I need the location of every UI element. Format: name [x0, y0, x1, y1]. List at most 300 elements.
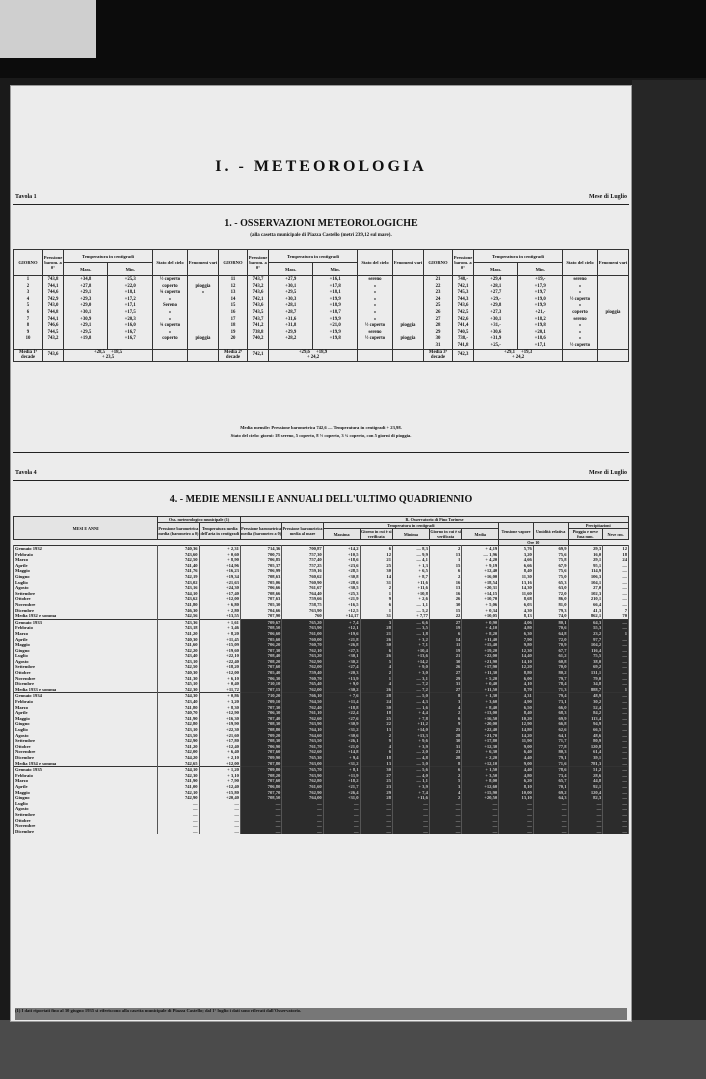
cell-p1: —	[158, 818, 199, 824]
cell-mn: +10,4	[392, 648, 429, 654]
cell-p2: 709,80	[240, 767, 281, 773]
cell-t1: +19,60	[199, 648, 240, 654]
cell-pr: 888,7	[568, 687, 603, 693]
cell-month: Aprile	[14, 563, 158, 569]
col-giorno: GIORNO	[14, 250, 43, 276]
cell-g2: 4	[429, 705, 461, 711]
cell-p3: 761,70	[282, 744, 323, 750]
cell-mn: +11,2	[392, 721, 429, 727]
cell-days: 24	[423, 296, 452, 303]
col-giorno-minima: Giorno in cui è si verificata	[430, 529, 461, 539]
cell-press: 746,6	[43, 322, 64, 329]
table-row	[14, 322, 629, 329]
cell-tv: 4,30	[499, 608, 534, 614]
cell-nv: —	[603, 625, 629, 631]
cell-month: Aprile	[14, 637, 158, 643]
cell-ur: 69,2	[533, 790, 568, 796]
cell-fen	[187, 322, 218, 329]
cell-g1: 1	[360, 591, 392, 597]
cell-p1: 741,00	[158, 784, 199, 790]
cell-p3: 762,40	[282, 705, 323, 711]
cell-pr: 102,3	[568, 591, 603, 597]
light-paper-strip	[0, 0, 96, 58]
cell-mn: + 7,8	[392, 716, 429, 722]
cell-g1: 30	[360, 767, 392, 773]
tavola-1-row	[15, 194, 627, 200]
cell-md: + 1,50	[462, 767, 499, 773]
cell-media-max: +29,6	[298, 349, 310, 355]
cell-p3: 760,62	[282, 574, 323, 580]
cell-stato: ¾ coperto	[152, 322, 187, 329]
cell-p2: 709,67	[240, 619, 281, 625]
cell-days: 9	[14, 329, 43, 336]
cell-mx: +12,5	[323, 608, 360, 614]
cell-nv: 70	[603, 613, 629, 619]
cell-days: 12	[218, 283, 247, 290]
cell-pr: 113,4	[568, 716, 603, 722]
cell-mx: +30,6	[323, 733, 360, 739]
cell-fen	[598, 302, 629, 309]
cell-g1: 9	[360, 596, 392, 602]
cell-mx: —	[323, 806, 360, 812]
cell-press: 741,8	[452, 342, 473, 349]
cell-mx: +26,8	[323, 642, 360, 648]
cell-pr: 41,3	[568, 608, 603, 614]
monthly-averages-table	[13, 516, 629, 834]
cell-fen	[187, 296, 218, 303]
cell-max: +27,3	[473, 309, 517, 316]
cell-ur: 71,3	[533, 687, 568, 693]
cell-ur: —	[533, 829, 568, 835]
cell-p1: 742,50	[158, 664, 199, 670]
cell-nv: —	[603, 648, 629, 654]
cell-p3: 762,60	[282, 749, 323, 755]
cell-p2: 707,60	[240, 664, 281, 670]
cell-days: 21	[423, 276, 452, 283]
table-row	[14, 829, 629, 835]
cell-max: +30,1	[473, 316, 517, 323]
cell-pr: 80,9	[568, 738, 603, 744]
cell-press: 744,3	[452, 296, 473, 303]
cell-p2: 708,66	[240, 591, 281, 597]
cell-g2: 9	[429, 721, 461, 727]
cell-max: +31,-	[473, 322, 517, 329]
cell-press: 743,6	[247, 302, 268, 309]
cell-mx: —	[323, 823, 360, 829]
cell-month: Marzo	[14, 631, 158, 637]
col-stato: Stato del cielo	[357, 250, 392, 276]
cell-empty	[152, 349, 187, 361]
cell-pr: —	[568, 829, 603, 835]
cell-p3: 761,00	[282, 631, 323, 637]
cell-g1: 21	[360, 631, 392, 637]
cell-month: Marzo	[14, 778, 158, 784]
cell-pr: 92,1	[568, 784, 603, 790]
footnote: (1) I dati riportati fino al 30 giugno 1935 si riferiscono alla casetta municipale di Piazza Castello; dal 1° luglio i dati sono rilevati dall'Osservatorio.	[15, 1008, 627, 1020]
cell-p1: 743,40	[158, 653, 199, 659]
cell-nv: —	[603, 670, 629, 676]
cell-press: 743,2	[247, 283, 268, 290]
cell-press: 743,7	[247, 316, 268, 323]
document-page	[10, 85, 632, 1022]
cell-t1: + 8,90	[199, 557, 240, 563]
cell-md: +19,20	[462, 648, 499, 654]
cell-p1: 743,16	[158, 585, 199, 591]
cell-max	[268, 342, 312, 349]
cell-g2: 16	[429, 591, 461, 597]
cell-g1: 26	[360, 653, 392, 659]
cell-mn: —	[392, 829, 429, 835]
cell-month: Febbraio	[14, 625, 158, 631]
cell-tv: 3,20	[499, 552, 534, 558]
cell-min: +21,-	[518, 309, 563, 316]
cell-g2: 22	[429, 613, 461, 619]
cell-media-press: 742,1	[247, 349, 268, 361]
cell-ur: —	[533, 818, 568, 824]
cell-month: Gennaio 1935	[14, 767, 158, 773]
cell-pr: —	[568, 801, 603, 807]
cell-fen	[187, 309, 218, 316]
cell-t1: —	[199, 818, 240, 824]
cell-tv: —	[499, 823, 534, 829]
cell-md: + 9,19	[462, 563, 499, 569]
cell-g1: 1	[360, 676, 392, 682]
cell-mx: +27,3	[323, 648, 360, 654]
cell-md: + 2,20	[462, 755, 499, 761]
cell-p2: 707,40	[240, 716, 281, 722]
cell-days: 10	[14, 335, 43, 342]
cell-max: +28,1	[473, 283, 517, 290]
cell-p1: —	[158, 812, 199, 818]
cell-nv: —	[603, 773, 629, 779]
cell-t1: +17,80	[199, 738, 240, 744]
cell-stato: Sereno	[152, 302, 187, 309]
cell-g2: 4	[429, 790, 461, 796]
cell-min: +18,1	[108, 289, 153, 296]
cell-p3: —	[282, 812, 323, 818]
cell-tv: 6,00	[499, 676, 534, 682]
cell-p1: 744,10	[158, 591, 199, 597]
cell-mx: +23,6	[323, 563, 360, 569]
cell-mx: —	[323, 818, 360, 824]
cell-md: +22,00	[462, 653, 499, 659]
cell-tv: 8,70	[499, 687, 534, 693]
cell-p1: 743,62	[158, 596, 199, 602]
table-row	[14, 283, 629, 290]
cell-fen	[187, 276, 218, 283]
cell-tv: —	[499, 806, 534, 812]
cell-mx: +30,9	[323, 721, 360, 727]
cell-tv: 14,10	[499, 659, 534, 665]
cell-min: +16,7	[108, 329, 153, 336]
cell-pr: 114,9	[568, 568, 603, 574]
cell-max: +29,5	[64, 329, 108, 336]
cell-pr: 95,1	[568, 563, 603, 569]
cell-media-temp: + 24,2	[511, 355, 525, 361]
cell-mn: — 5,2	[392, 608, 429, 614]
cell-ur: 80,3	[533, 749, 568, 755]
cell-pr: —	[568, 823, 603, 829]
cell-p2: 706,30	[240, 710, 281, 716]
cell-p2: 706,99	[240, 568, 281, 574]
cell-days: 29	[423, 329, 452, 336]
cell-p2: —	[240, 806, 281, 812]
cell-p1: 740,36	[158, 546, 199, 552]
cell-pr: 55,3	[568, 625, 603, 631]
cell-pr: 75,5	[568, 653, 603, 659]
cell-p1: 741,90	[158, 716, 199, 722]
cell-month: Settembre	[14, 664, 158, 670]
cell-tv: 8,13	[499, 613, 534, 619]
cell-md: + 5,20	[462, 676, 499, 682]
cell-t1: +16,23	[199, 568, 240, 574]
cell-month: Ottobre	[14, 818, 158, 824]
cell-fen	[392, 316, 423, 323]
cell-t1: + 7,90	[199, 778, 240, 784]
cell-stato: »	[152, 329, 187, 336]
cell-fen	[392, 289, 423, 296]
cell-t1: +12,00	[199, 596, 240, 602]
cell-t1: +19,90	[199, 721, 240, 727]
cell-days: 8	[14, 322, 43, 329]
cell-ur: 66,8	[533, 721, 568, 727]
cell-t1: + 6,10	[199, 676, 240, 682]
cell-g1: 28	[360, 625, 392, 631]
cell-md: +21,70	[462, 733, 499, 739]
col-giorno-massima: Giorno in cui è si verificata	[361, 529, 392, 539]
cell-mn: — 1,1	[392, 778, 429, 784]
cell-g1: 31	[360, 580, 392, 586]
cell-max: +19,8	[64, 335, 108, 342]
cell-fen	[392, 283, 423, 290]
cell-mn: — 5,6	[392, 767, 429, 773]
cell-p3: 762,60	[282, 716, 323, 722]
cell-mx: —	[323, 801, 360, 807]
cell-nv: —	[603, 591, 629, 597]
cell-p3: 761,67	[282, 585, 323, 591]
cell-p3: —	[282, 823, 323, 829]
cell-media-label: Media 2ª decade	[218, 349, 247, 361]
cell-p2: 705,06	[240, 580, 281, 586]
cell-p2: 708,20	[240, 659, 281, 665]
col-temperatura-municipale: Temperatura media dell'aria in centigradi	[199, 523, 240, 540]
cell-tv: 6,20	[499, 778, 534, 784]
cell-min: +16,1	[313, 276, 358, 283]
cell-days: 14	[218, 296, 247, 303]
cell-fen: pioggia	[187, 335, 218, 342]
cell-g2: 11	[429, 642, 461, 648]
cell-empty	[563, 349, 598, 361]
cell-month: Dicembre	[14, 681, 158, 687]
cell-t1: +17,40	[199, 591, 240, 597]
cell-p3: 760	[282, 613, 323, 619]
cell-min: +17,8	[313, 283, 358, 290]
cell-g2: 28	[429, 733, 461, 739]
cell-tv: 13,16	[499, 580, 534, 586]
cell-month: Maggio	[14, 716, 158, 722]
cell-nv: —	[603, 749, 629, 755]
dark-background-right	[632, 80, 706, 1079]
cell-mn: +13,3	[392, 733, 429, 739]
cell-mx: +30,5	[323, 585, 360, 591]
observations-table-body	[14, 276, 629, 362]
cell-tv: 11,30	[499, 574, 534, 580]
cell-p1: 742,30	[158, 773, 199, 779]
cell-g2: 3	[429, 784, 461, 790]
cell-ur: —	[533, 806, 568, 812]
cell-media-temp	[268, 349, 357, 361]
cell-month: Agosto	[14, 806, 158, 812]
cell-t1: + 6,40	[199, 749, 240, 755]
cell-t1: +12,40	[199, 744, 240, 750]
cell-max: +30,1	[268, 283, 312, 290]
cell-g1: 4	[360, 664, 392, 670]
cell-tv: 14,20	[499, 733, 534, 739]
cell-p2: 708,30	[240, 738, 281, 744]
cell-nv: —	[603, 778, 629, 784]
cell-min: +19,-	[518, 276, 563, 283]
cell-t1: + 2,31	[199, 546, 240, 552]
cell-press: 744,1	[43, 283, 64, 290]
cell-p2: 706,90	[240, 744, 281, 750]
cell-ur: 80,1	[533, 619, 568, 625]
cell-stato: coperto	[152, 335, 187, 342]
cell-g1: 22	[360, 721, 392, 727]
cell-ur: 70,0	[533, 664, 568, 670]
cell-stato: sereno	[357, 329, 392, 336]
table-row	[14, 289, 629, 296]
cell-p3: 757,25	[282, 563, 323, 569]
cell-stato: »	[152, 316, 187, 323]
cell-days: 17	[218, 316, 247, 323]
cell-g2: 27	[429, 670, 461, 676]
cell-nv: —	[603, 733, 629, 739]
cell-g1: 25	[360, 716, 392, 722]
cell-nv: —	[603, 806, 629, 812]
col-stato: Stato del cielo	[152, 250, 187, 276]
cell-md: +21,90	[462, 659, 499, 665]
cell-p3: 762,90	[282, 790, 323, 796]
cell-p3: 765,40	[282, 681, 323, 687]
cell-ur: 86,0	[533, 596, 568, 602]
col-min: Min.	[313, 263, 358, 276]
cell-media-temp	[473, 349, 562, 361]
cell-md: + 8,40	[462, 705, 499, 711]
cell-p3: —	[282, 801, 323, 807]
cell-t1: —	[199, 806, 240, 812]
cell-ur: 77,8	[533, 744, 568, 750]
cell-mn: +13,6	[392, 653, 429, 659]
cell-md: +12,60	[462, 784, 499, 790]
cell-max: +27,7	[473, 289, 517, 296]
cell-pr: 781,3	[568, 761, 603, 767]
cell-stato: »	[563, 335, 598, 342]
cell-stato: »	[357, 302, 392, 309]
cell-p3: —	[282, 806, 323, 812]
cell-p1: 740,30	[158, 670, 199, 676]
cell-mn: —	[392, 806, 429, 812]
cell-tv: 8,80	[499, 670, 534, 676]
cell-month: Maggio	[14, 568, 158, 574]
cell-g1: 26	[360, 637, 392, 643]
cell-month: Agosto	[14, 585, 158, 591]
cell-days: 5	[14, 302, 43, 309]
cell-ur: 75,8	[533, 557, 568, 563]
cell-t1: + 8,20	[199, 631, 240, 637]
cell-max: +29,9	[268, 329, 312, 336]
cell-month: Ottobre	[14, 596, 158, 602]
cell-stato: »	[357, 316, 392, 323]
cell-mx: +21,0	[323, 744, 360, 750]
cell-ur: 73,1	[533, 699, 568, 705]
cell-pr: 66,5	[568, 727, 603, 733]
cell-p3: 763,90	[282, 773, 323, 779]
cell-g2: 26	[429, 596, 461, 602]
cell-mn: +11,6	[392, 795, 429, 801]
cell-p2: 707,63	[240, 596, 281, 602]
cell-p2: 705,40	[240, 670, 281, 676]
cell-month: Febbraio	[14, 699, 158, 705]
col-min: Min.	[108, 263, 153, 276]
cell-fen	[392, 276, 423, 283]
cell-mn: — 1,6	[392, 705, 429, 711]
cell-p2: 707,15	[240, 687, 281, 693]
cell-stato	[152, 342, 187, 349]
cell-g1: 23	[360, 784, 392, 790]
cell-tv: 12,90	[499, 721, 534, 727]
cell-month: Maggio	[14, 790, 158, 796]
cell-mn: —	[392, 818, 429, 824]
cell-days: 30	[423, 335, 452, 342]
table-row	[14, 296, 629, 303]
cell-min: +18,9	[313, 302, 358, 309]
cell-min: +17,2	[108, 296, 153, 303]
cell-stato: ½ coperto	[563, 296, 598, 303]
cell-mx: +19,6	[323, 631, 360, 637]
cell-tv: 6,50	[499, 705, 534, 711]
cell-g2: 27	[429, 619, 461, 625]
cell-min: +20,3	[108, 316, 153, 323]
cell-p2: —	[240, 823, 281, 829]
col-temperatura: Temperatura in centigradi	[473, 250, 562, 263]
cell-fen: pioggia	[187, 283, 218, 290]
cell-p1: 746,30	[158, 608, 199, 614]
cell-ur: 69,9	[533, 546, 568, 552]
cell-p2: 708,80	[240, 727, 281, 733]
cell-nv: 24	[603, 557, 629, 563]
col-pressione-pino: Pressione barometrica media (barometro a 0)	[240, 523, 281, 540]
table-row	[14, 309, 629, 316]
cell-pr: 29,3	[568, 546, 603, 552]
cell-p2: 707,90	[240, 613, 281, 619]
cell-md: +16,00	[462, 574, 499, 580]
col-pressione: Pressione barom. a 0°	[247, 250, 268, 276]
cell-empty	[598, 349, 629, 361]
cell-empty	[357, 349, 392, 361]
cell-min: +19,9	[313, 296, 358, 303]
cell-mn: +14,2	[392, 659, 429, 665]
cell-t1: +20,40	[199, 795, 240, 801]
cell-mn: + 1,3	[392, 563, 429, 569]
cell-days: 23	[423, 289, 452, 296]
cell-p2: 708,20	[240, 773, 281, 779]
col-ore-10: Ore 10	[499, 540, 568, 546]
cell-mx: +18,6	[323, 557, 360, 563]
cell-press: 743,0	[43, 302, 64, 309]
col-pioggia: Pioggia e neve fusa mm.	[568, 529, 603, 540]
cell-ur: 62,6	[533, 727, 568, 733]
cell-press: 743,6	[452, 302, 473, 309]
